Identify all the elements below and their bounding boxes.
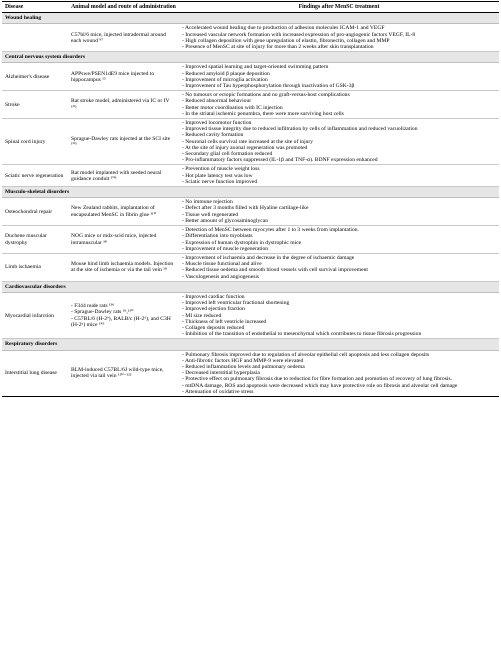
disease-cell: Limb ischaemia (2, 253, 68, 281)
finding-item: - Attenuation of oxidative stress (182, 388, 254, 395)
finding-item: - MI size reduced (182, 312, 222, 319)
finding-item: - Prevention of muscle weight loss (182, 166, 260, 173)
finding-item: - Reduced cavity formation (182, 132, 244, 139)
disease-cell: Interstitial lung disease (2, 350, 68, 396)
finding-item: - Defect after 3 months filled with Hyaline cartilage-like (182, 205, 309, 212)
finding-item: - Improved left ventricular fractional shortening (182, 300, 290, 307)
model-line: Mouse hind limb ischaemia models. Injection at the site of ischemia or via the tail vein ¹⁸ (71, 261, 174, 274)
disease-cell: Osteochondral repair (2, 198, 68, 226)
section-header-row (2, 13, 499, 24)
finding-item: - mtDNA damage, ROS and apoptosis were decreased which may have protective role on fibrosis and alveolar cell damage (182, 382, 458, 389)
disease-cell: Stroke (2, 91, 68, 119)
model-cell (68, 350, 179, 396)
finding-item: - Improvement of Tau hyperphosphorylation through inactivation of GSK-3β (182, 83, 355, 90)
finding-item: - Pulmonary fibrosis improved due to regulation of alveolar epithelial cell apoptosis and less collagen deposits (182, 351, 430, 358)
finding-item: - Improved tissue integrity due to reduced infiltration by cells of inflammation and reduced vacuolization (182, 126, 418, 133)
finding-item: - Neuronal cells survival rate increased at the site of injury (182, 138, 314, 145)
disease-cell: Alzheimer's disease (2, 63, 68, 91)
findings-cell (179, 350, 499, 396)
finding-item: - Detection of MenSC between myocytes after 1 to 3 weeks from implantation. (182, 227, 359, 234)
table-row (2, 165, 499, 187)
findings-cell (179, 198, 499, 226)
section-header-row (2, 52, 499, 63)
finding-item: - Improved spatial learning and target-oriented swimming pattern (182, 64, 329, 71)
section-title: Central nervous system disorders (2, 52, 499, 63)
table-row (2, 91, 499, 119)
finding-item: - Collagen deposits reduced (182, 324, 245, 331)
model-cell (68, 63, 179, 91)
table-row (2, 198, 499, 226)
disease-cell: Spinal cord injury (2, 119, 68, 165)
model-line: BLM-induced C57BL/6J wild-type mice, injected via tail vein ¹²⁰⁻¹²² (71, 367, 164, 380)
model-cell (68, 198, 179, 226)
disease-cell (2, 24, 68, 52)
model-line: NOG mice or mdx-scid mice, injected intramuscular ³⁸ (71, 233, 157, 246)
finding-item: - Better amount of glycosaminoglycan (182, 217, 269, 224)
model-line: - C57BL/6 (H-2ᵇ), BALB/c (H-2ᵈ), and C3H (H-2ᵏ) mice ¹⁴⁵ (71, 315, 171, 328)
finding-item: - Secondary glial cell formation reduced (182, 151, 273, 158)
table-row (2, 119, 499, 165)
findings-cell (179, 253, 499, 281)
findings-cell (179, 63, 499, 91)
finding-item: - Inhibition of the transition of endothelial to mesenchymal which contributes to tissue fibrosis progression (182, 331, 422, 338)
model-cell (68, 165, 179, 187)
table-row (2, 292, 499, 338)
finding-item: - Protective effect on pulmonary fibrosis due to reduction for fibre formation and promotion of recovery of lung fibrosis. (182, 376, 453, 383)
findings-cell (179, 91, 499, 119)
section-header-row (2, 339, 499, 350)
finding-item: - No tumours or ectopic formations and no graft-versus-host complications (182, 92, 350, 99)
model-line: - Sprague-Dawley rats ²⁶,¹²⁰ (71, 309, 134, 316)
findings-cell (179, 226, 499, 254)
model-line: C57bl/6 mice, injected intradermal around each wound ⁹⁷ (71, 31, 166, 44)
findings-cell (179, 292, 499, 338)
finding-item: - Reduced amyloid β plaque deposition (182, 70, 270, 77)
finding-item: - Increased vascular network formation with increased expression of pro-angiogenic factors VEGF, IL-8 (182, 31, 416, 38)
finding-item: - Thickness of left ventricle increased (182, 318, 267, 325)
section-title: Respiratory disorders (2, 339, 499, 350)
findings-cell (179, 119, 499, 165)
finding-item: - Tissue well regenerated (182, 211, 239, 218)
finding-item: - Vasculogenesis and angiogenesis (182, 273, 260, 280)
disease-cell: Myocardial infarction (2, 292, 68, 338)
finding-item: - High collagen deposition with gene upregulation of elastin, fibronectin, collagen and MMP (182, 37, 390, 44)
header-model: Animal model and route of administration (68, 2, 179, 13)
finding-item: - Pro-inflammatory factors suppressed (IL-1β and TNF-α). BDNF expression enhanced (182, 157, 378, 164)
finding-item: - Reduced tissue oedema and smooth blood vessels with cell survival improvement (182, 267, 368, 274)
table-row (2, 63, 499, 91)
disease-cell: Duchene muscular dystrophy (2, 226, 68, 254)
table-body (2, 13, 499, 397)
section-title: Wound healing (2, 13, 499, 24)
model-line: New Zealand rabbits, implantation of encapsulated MenSC in fibrin glue ¹¹⁰ (71, 205, 156, 218)
header-disease: Disease (2, 2, 68, 13)
model-cell (68, 119, 179, 165)
finding-item: - Better motor coordination with IC injection (182, 104, 283, 111)
table-row (2, 350, 499, 396)
finding-item: - Accelerated wound healing due to production of adhesion molecules ICAM-1 and VEGF (182, 25, 385, 32)
finding-item: - Improvement of muscle regeneration (182, 245, 269, 252)
findings-cell (179, 24, 499, 52)
table-row (2, 226, 499, 254)
finding-item: - Decreased interstitial hyperplasia (182, 370, 260, 377)
findings-cell (179, 165, 499, 187)
finding-item: - At the site of injury axonal regeneration was promoted (182, 144, 308, 151)
finding-item: - In the striatal ischemic penumbra, there were more surviving host cells (182, 110, 344, 117)
model-line: Sprague-Dawley rats injected at the SCI site ¹⁰⁵ (71, 135, 171, 148)
finding-item: - Improved locomotor function (182, 120, 252, 127)
section-title: Musculo-skeletal disorders (2, 187, 499, 198)
finding-item: - Improved cardiac function (182, 293, 245, 300)
model-cell (68, 24, 179, 52)
model-cell (68, 292, 179, 338)
section-title: Cardiovascular disorders (2, 281, 499, 292)
section-header-row (2, 281, 499, 292)
finding-item: - Improvement of ischaemia and decrease in the degree of ischaemic damage (182, 254, 355, 261)
model-line: Rat stroke model, administered via IC or IV ¹⁰² (71, 98, 170, 111)
finding-item: - No immune rejection (182, 199, 233, 206)
finding-item: - Sciatic nerve function improved (182, 178, 258, 185)
finding-item: - Muscle tissue functional and alive (182, 261, 262, 268)
finding-item: - Anti-fibrotic factors HGF and MMP-9 were elevated (182, 357, 304, 364)
finding-item: - Presence of MenSC at site of injury for more than 2 weeks after skin transplantation (182, 44, 374, 51)
table-header-row (2, 2, 499, 13)
finding-item: - Expression of human dystrophin in dystrophic mice (182, 239, 302, 246)
model-line: - F344 nude rats ¹³⁶ (71, 303, 115, 310)
finding-item: - Improved ejection fraction (182, 306, 245, 313)
mensc-findings-table (2, 1, 499, 397)
section-header-row (2, 187, 499, 198)
finding-item: - Reduced inflammation levels and pulmonary oedema (182, 363, 305, 370)
model-cell (68, 91, 179, 119)
finding-item: - Hot plate latency test was low (182, 172, 253, 179)
model-cell (68, 253, 179, 281)
table-row (2, 253, 499, 281)
disease-cell: Sciatic nerve regeneration (2, 165, 68, 187)
header-findings: Findings after MenSC treatment (179, 2, 499, 13)
finding-item: - Differentiation into myoblasts (182, 233, 253, 240)
model-line: APPswe/PSEN1dE9 mice injected to hippocampus ¹⁵ (71, 70, 155, 83)
model-cell (68, 226, 179, 254)
finding-item: - Reduced abnormal behaviour (182, 98, 252, 105)
finding-item: - Improvement of microglia activation (182, 76, 268, 83)
table-row (2, 24, 499, 52)
model-line: Rat model implanted with seeded neural guidance conduit ¹⁰⁶ (71, 169, 162, 182)
